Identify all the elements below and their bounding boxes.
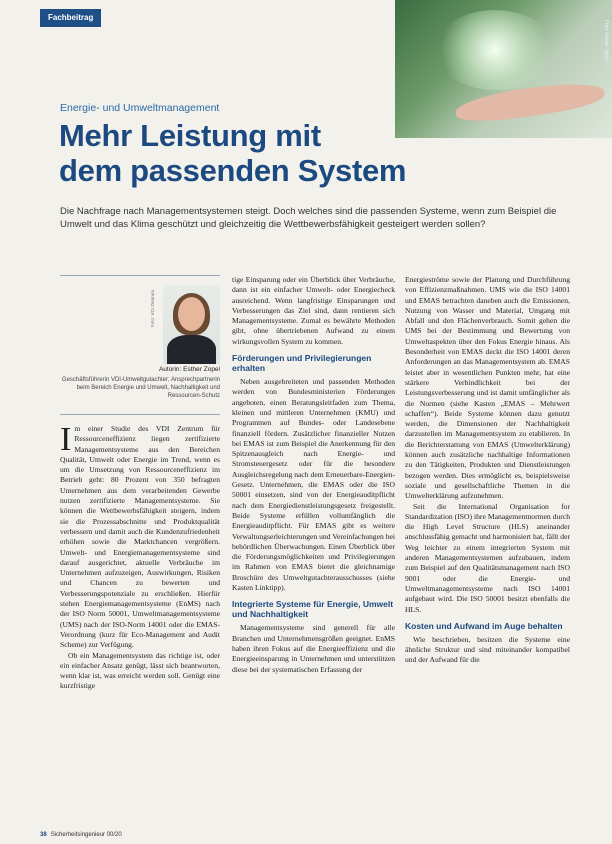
- subheading: Förderungen und Privilegierungen erhalten: [232, 353, 372, 374]
- author-photo: [163, 285, 220, 364]
- headline: [59, 118, 406, 188]
- subheading: Kosten und Aufwand im Auge behalten: [405, 620, 563, 631]
- column-right: [405, 275, 570, 825]
- subheading: Integrierte Systeme für Energie, Umwelt und Nachhaltigkeit: [232, 599, 394, 620]
- recycle-globe-icon: [435, 10, 555, 90]
- body-text: Managementsysteme sind generell für alle Branchen und Unternehmensgrößen geeignet. EnMS haben ihren Fokus auf die Energieeffizienz und die Energieeinsparung in Unternehmen und unterstützen diese bei der systematischen Erfassung der: [232, 623, 395, 674]
- body-text: Wie beschrieben, besitzen die Systeme eine ähnliche Struktur und sind miteinander kompatibel und der Aufwand für die: [405, 634, 570, 665]
- body-text: Neben ausgebreiteten und passenden Methoden werden von Bundesministerien Förderungen angeboten, einen Beratungsleitfaden zum Thema, kleinen und mittleren Unternehmen (KMU) und Programmen auf Bundes- oder Landesebene finanziell fördern. Zusätzlicher finanzieller Nutzen bei EMAS ist zum Beispiel die Anerkennung für den Spitzenausgleich nach Energie- und Stromsteuergesetz oder für die besondere Ausgleichsregelung nach dem Erneuerbare-Energien-Gesetz. Unternehmen, die EMAS oder die ISO 50001 einsetzen, sind von der Energieauditpflicht nach dem Energiedienstleistungsgesetz freigestellt. Beide Systeme erfüllen vollumfänglich die Energieauditpflicht. Für EMAS gibt es weitere Verwaltungserleichterungen und Vereinfachungen bei behördlichen Überwachungen. Einen Überblick über die Förderungsmöglichkeiten und Privilegierungen im Rahmen von EMAS bietet die gleichnamige Broschüre des Umweltgutachterausschusses (siehe Kasten Linktipp).: [232, 377, 395, 593]
- author-bio: Geschäftsführerin VDI-Umweltgutachter; Ansprechpartnerin beim Bereich Energie und Umwelt, Nachhaltigkeit und Ressourcen-Schutz: [61, 377, 220, 399]
- page-footer: [40, 832, 122, 838]
- magazine-name: Sicherheitsingenieur 00/20: [50, 832, 122, 838]
- divider: [60, 275, 220, 276]
- body-text: tige Einsparung oder ein Überblick über Verbräuche, dann ist ein einfacher Umwelt- oder Energiecheck ausreichend. Wenn langfristige Einsparungen und Verbesserungen das Ziel sind, dann rentieren sich Managementsysteme. Zumal es bewährte Methoden gibt, ohne übertriebenen Aufwand zu einem wirkungsvollen System zu kommen.: [232, 275, 395, 346]
- hero-image: [395, 0, 612, 138]
- page-number: 38: [40, 832, 47, 838]
- body-text: Ob ein Managementsystem das richtige ist, oder ein einfacher Ansatz genügt, lässt sich beantworten, wenn klar ist, was erreicht werden soll. Genügt eine kurzfristige: [60, 650, 220, 691]
- column-left: [60, 424, 220, 824]
- body-text: Seit die International Organisation for Standardization (ISO) ihre Managementnormen durch die High Level Structure (HLS) aneinander anschlussfähig gemacht und harmonisiert hat, fällt der Weg leichter zu einem integrierten System mit anderen Managementsystemen aufzubauen, indem zum Beispiel auf den Qualitätsmanagement nach ISO 9001 oder die Energie- und Umweltmanagementsysteme nach ISO 14001 aufgebaut wird. Die ISO 50001 besitzt ebenfalls die HLS.: [405, 501, 570, 614]
- body-text: m einer Studie des VDI Zentrum für Ressourceneffizienz liegen zertifizierte Managementsysteme aus den Bereichen Qualität, Umwelt oder Energie im Trend, wenn es um die Umsetzung von Ressourceneffizienz im Betrieb geht: 80 Prozent von 350 befragten Unternehmen aus dem verarbeitenden Gewerbe nutzen zertifizierte Managementsysteme. Sie können die Wettbewerbsfähigkeit steigern, indem sie die Prozessabschnitte und Produktqualität verbessern und damit auch die Kundenzufriedenheit erhöhen sowie die Marktchancen vergrößern. Umwelt- und Energiemanagementsysteme sind darauf ausgerichtet, aktuelle Verbräuche im Unternehmen aufzuzeigen, Auswirkungen, Risiken und Chancen zu bewerten und Verbesserungspotenziale zu erschließen. Hierfür stehen Energiemanagementsysteme (EnMS) nach der ISO Norm 50001, Umweltmanagementsysteme (UMS) nach der ISO-Norm 14001 oder die EMAS-Verordnung (kurz für Eco-Management and Audit Scheme) zur Verfügung.: [60, 424, 220, 650]
- headline-line-2: dem passenden System: [59, 153, 407, 188]
- author-name: Autorin: Esther Zopel: [158, 366, 220, 373]
- headline-line-1: Mehr Leistung mit: [59, 118, 321, 153]
- kicker: Energie- und Umweltmanagement: [60, 102, 220, 114]
- hero-credit: Foto: Adobe Stock / ...: [603, 20, 609, 70]
- photo-credit: Foto: VDI Zentrum: [150, 290, 155, 328]
- dropcap: I: [60, 424, 72, 458]
- column-middle: [232, 275, 395, 825]
- lead-paragraph: Die Nachfrage nach Managementsystemen steigt. Doch welches sind die passenden Systeme, wenn zum Beispiel die Umwelt und das Klima geschützt und gleichzeitig die Wettbewerbsfähigkeit gesteigert werden sollen?: [60, 206, 557, 230]
- section-rubric: Fachbeitrag: [40, 9, 101, 27]
- body-text: Energieströme sowie der Planung und Durchführung von Effizienzmaßnahmen. UMS wie die ISO 14001 und EMAS betrachten daneben auch die Emissionen, Nutzung von Wasser und Material, Umgang mit Abfall und den Flächenverbrauch. Somit gehen die UMS bei der Bestimmung und Bewertung von Umweltaspekten über den Fokus Energie hinaus. Als Besonderheit von EMAS deckt die ISO 14001 deren Anforderungen an das Managementsystem ab. EMAS leistet aber in wesentlichen Punkten mehr, hat eine stärkere Verbindlichkeit bei der Leistungsverbesserung und ist damit umfänglicher als die Normen (siehe Kasten „EMAS – Mehrwert schaffen“). Beide Systeme können dazu genutzt werden, die Dimensionen der Nachhaltigkeit darzustellen im Managementsystem zu etablieren. In die Berichterstattung von EMAS (Umwelterklärung) können auch zusätzliche nachhaltige Informationen zu den Tätigkeiten, Produkten und Dienstleistungen bezogen werden. Dies ermöglicht es, beispielsweise soziale und gesellschaftliche Themen in die Umwelterklärung aufzunehmen.: [405, 275, 570, 501]
- divider: [60, 414, 220, 415]
